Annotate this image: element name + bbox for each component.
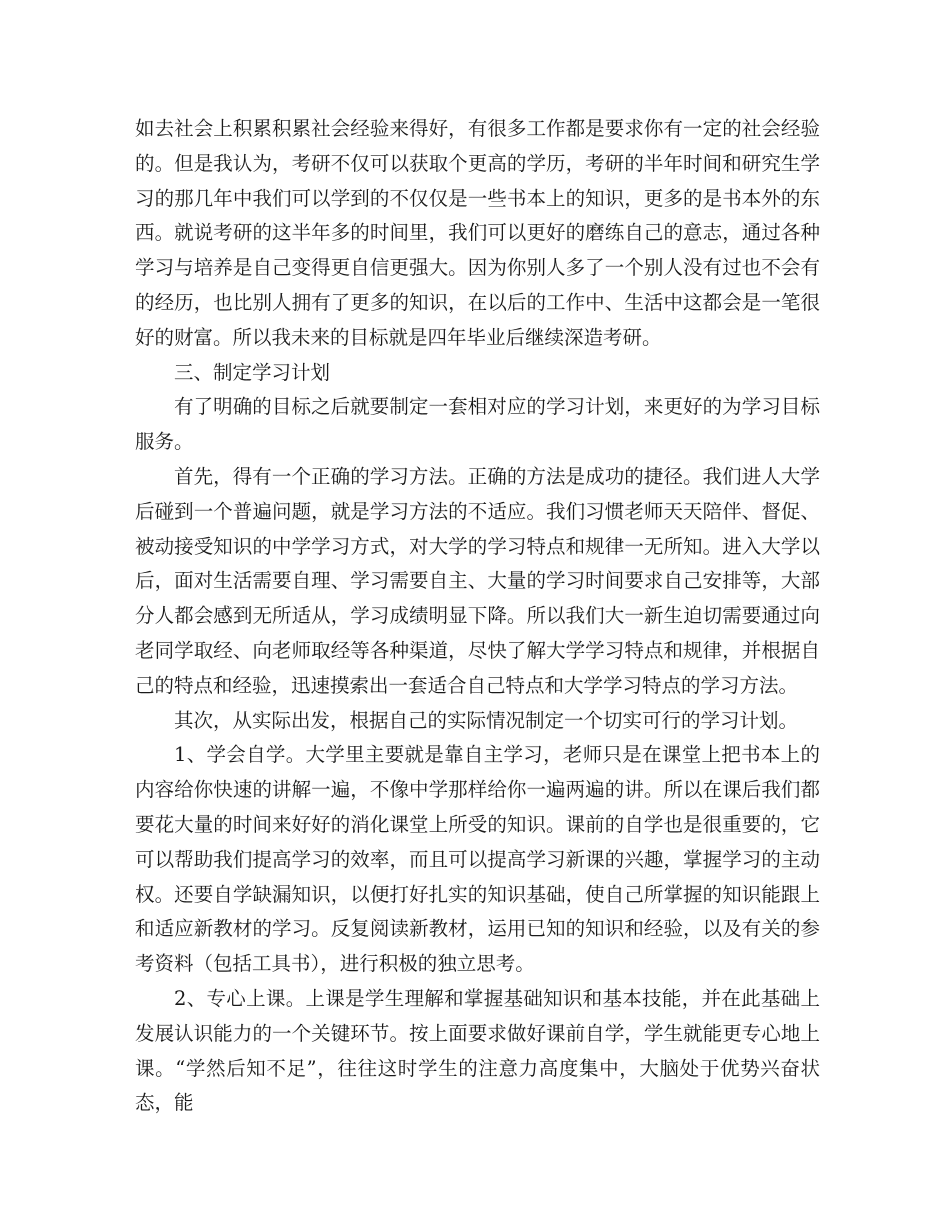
document-page (135, 112, 820, 1121)
paragraph-method: 首先，得有一个正确的学习方法。正确的方法是成功的捷径。我们进人大学后碰到一个普遍问题，就是学习方法的不适应。我们习惯老师天天陪伴、督促、被动接受知识的中学学习方式，对大学的学习特点和规律一无所知。进入大学以后，面对生活需要自理、学习需要自主、大量的学习时间要求自己安排等，大部分人都会感到无所适从，学习成绩明显下降。所以我们大一新生迫切需要通过向老同学取经、向老师取经等各种渠道，尽快了解大学学习特点和规律，并根据自己的特点和经验，迅速摸索出一套适合自己特点和大学学习特点的学习方法。 (135, 464, 820, 697)
section-heading-3: 三、制定学习计划 (174, 360, 331, 384)
paragraph-self-study: 1、学会自学。大学里主要就是靠自主学习，老师只是在课堂上把书本上的内容给你快速的讲解一遍，不像中学那样给你一遍两遍的讲。所以在课后我们都要花大量的时间来好好的消化课堂上所受的知识。课前的自学也是很重要的，它可以帮助我们提高学习的效率，而且可以提高学习新课的兴趣，掌握学习的主动权。还要自学缺漏知识，以便打好扎实的知识基础，使自己所掌握的知识能跟上和适应新教材的学习。反复阅读新教材，运用已知的知识和经验，以及有关的参考资料（包括工具书），进行积极的独立思考。 (135, 743, 820, 976)
paragraph-plan-intro: 有了明确的目标之后就要制定一套相对应的学习计划，来更好的为学习目标服务。 (135, 395, 820, 454)
paragraph-continued: 如去社会上积累积累社会经验来得好，有很多工作都是要求你有一定的社会经验的。但是我认为，考研不仅可以获取个更高的学历，考研的半年时间和研究生学习的那几年中我们可以学到的不仅仅是一些书本上的知识，更多的是书本外的东西。就说考研的这半年多的时间里，我们可以更好的磨练自己的意志，通过各种学习与培养是自己变得更自信更强大。因为你别人多了一个别人没有过也不会有的经历，也比别人拥有了更多的知识，在以后的工作中、生活中这都会是一笔很好的财富。所以我未来的目标就是四年毕业后继续深造考研。 (135, 117, 820, 349)
paragraph-attend-class: 2、专心上课。上课是学生理解和掌握基础知识和基本技能，并在此基础上发展认识能力的一个关键环节。按上面要求做好课前自学，学生就能更专心地上课。“学然后知不足”，往往这时学生的注意力高度集中，大脑处于优势兴奋状态，能 (135, 986, 820, 1115)
paragraph-practical: 其次，从实际出发，根据自己的实际情况制定一个切实可行的学习计划。 (174, 708, 799, 732)
